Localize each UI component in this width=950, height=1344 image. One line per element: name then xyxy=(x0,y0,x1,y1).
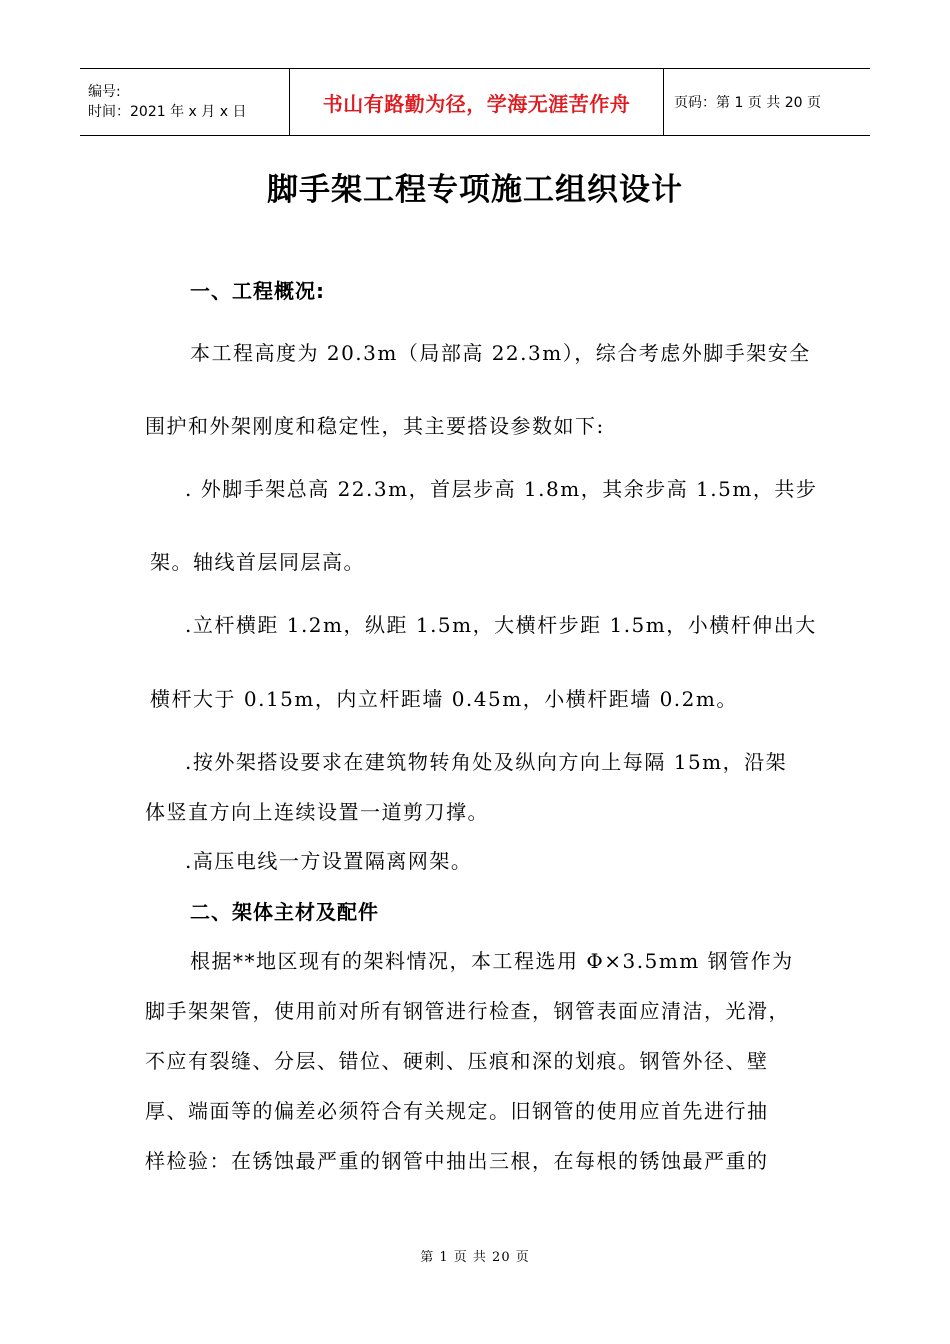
page-footer: 第 1 页 共 20 页 xyxy=(420,1250,530,1265)
number-label: 编号: xyxy=(88,84,121,100)
paragraph-line: . 外脚手架总高 22.3m，首层步高 1.8m，其余步高 1.5m，共步 xyxy=(185,477,818,501)
header-left-cell xyxy=(80,69,290,136)
paragraph-line: 横杆大于 0.15m，内立杆距墙 0.45m，小横杆距墙 0.2m。 xyxy=(150,687,738,711)
paragraph-line: 本工程高度为 20.3m（局部高 22.3m），综合考虑外脚手架安全 xyxy=(190,341,811,365)
paragraph-line: 体竖直方向上连续设置一道剪刀撑。 xyxy=(145,800,489,824)
motto: 书山有路勤为径，学海无涯苦作舟 xyxy=(290,69,664,136)
paragraph-line: 不应有裂缝、分层、错位、硬刺、压痕和深的划痕。钢管外径、壁 xyxy=(145,1049,769,1073)
paragraph-line: 厚、端面等的偏差必须符合有关规定。旧钢管的使用应首先进行抽 xyxy=(145,1099,769,1123)
section-heading-2: 二、架体主材及配件 xyxy=(190,900,379,924)
document-title: 脚手架工程专项施工组织设计 xyxy=(267,172,683,208)
paragraph-line: 围护和外架刚度和稳定性，其主要搭设参数如下: xyxy=(145,414,605,438)
header-table xyxy=(80,68,870,136)
paragraph-line: .立杆横距 1.2m，纵距 1.5m，大横杆步距 1.5m，小横杆伸出大 xyxy=(185,613,817,637)
paragraph-line: 样检验：在锈蚀最严重的钢管中抽出三根，在每根的锈蚀最严重的 xyxy=(145,1149,769,1173)
paragraph-line: 脚手架架管，使用前对所有钢管进行检查，钢管表面应清洁，光滑， xyxy=(145,999,790,1023)
page-info: 页码：第 1 页 共 20 页 xyxy=(674,95,821,111)
paragraph-line: .按外架搭设要求在建筑物转角处及纵向方向上每隔 15m，沿架 xyxy=(185,750,788,774)
paragraph-line: 架。轴线首层同层高。 xyxy=(150,550,365,574)
section-heading-1: 一、工程概况: xyxy=(190,279,325,303)
time-label: 时间：2021 年 x 月 x 日 xyxy=(88,104,247,120)
paragraph-line: 根据**地区现有的架料情况，本工程选用 Φ×3.5mm 钢管作为 xyxy=(190,949,794,973)
paragraph-line: .高压电线一方设置隔离网架。 xyxy=(185,849,473,873)
